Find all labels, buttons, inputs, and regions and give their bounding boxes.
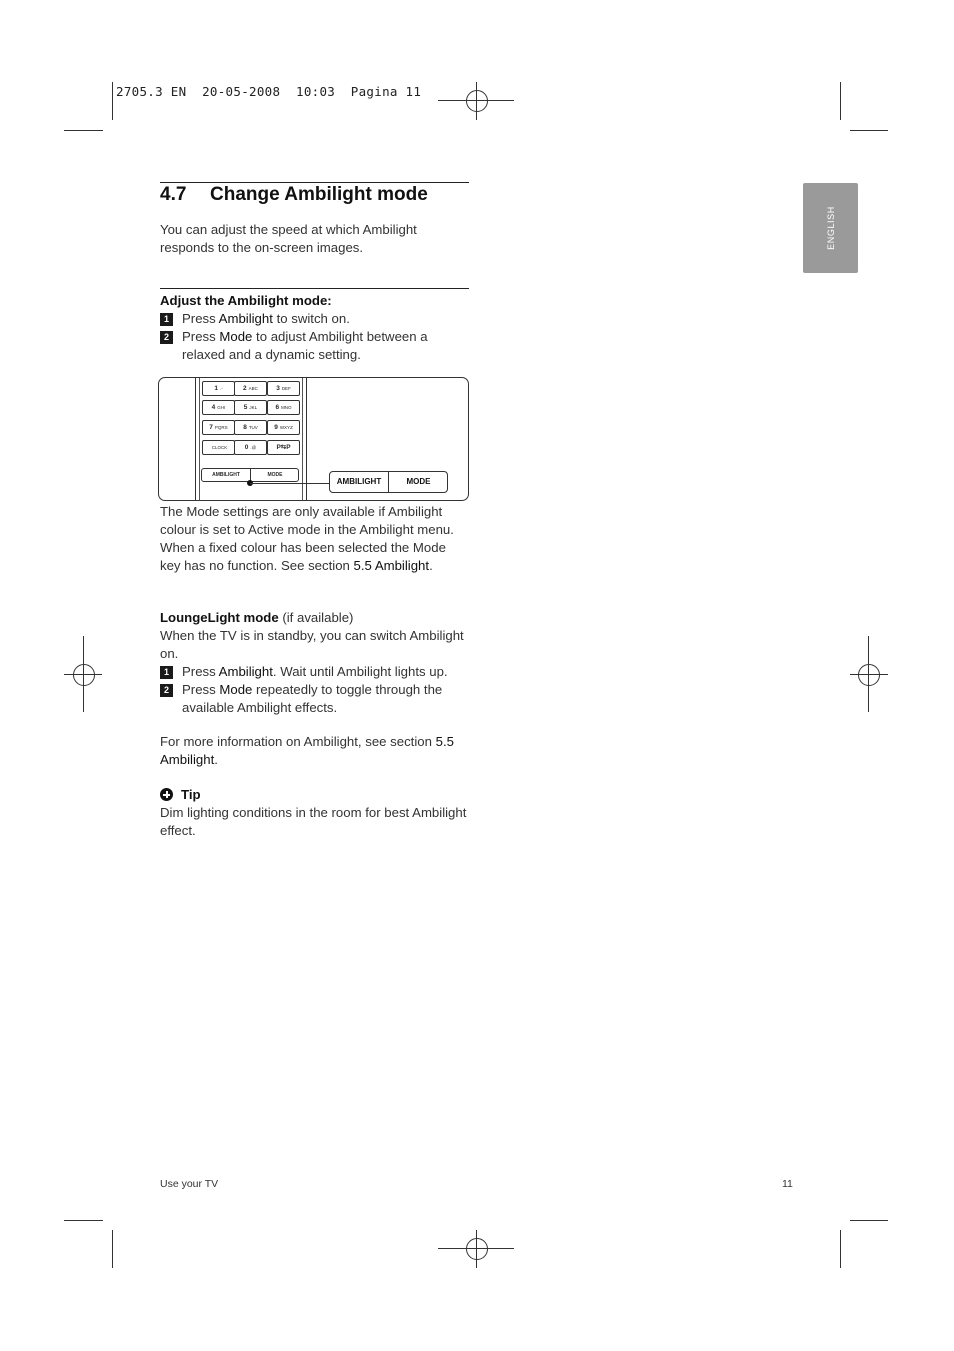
footer-chapter: Use your TV [160, 1178, 219, 1190]
remote-key-sublabel: CLOCK [211, 445, 228, 450]
registration-line [476, 1230, 477, 1268]
lounge-block [160, 609, 469, 717]
registration-line [868, 636, 869, 712]
remote-key [267, 400, 300, 415]
remote-key [267, 440, 300, 455]
more-info-block [160, 733, 469, 769]
crop-mark [64, 130, 103, 131]
step-number: 2 [160, 331, 173, 344]
remote-key-label: 1 [214, 385, 218, 392]
crop-mark [840, 1230, 841, 1268]
big-ambilight-key: AMBILIGHT [336, 477, 382, 486]
remote-key-sublabel: .- [219, 386, 223, 391]
print-slug: 2705.3 EN 20-05-2008 10:03 Pagina 11 [116, 84, 422, 99]
step-text: Press [182, 664, 219, 679]
tip-heading-text: Tip [181, 787, 201, 802]
step-text: to switch on. [272, 311, 350, 326]
registration-line [850, 674, 888, 675]
step-text: repeatedly to toggle through the available Ambilight effects. [182, 682, 443, 715]
section-title [160, 184, 428, 206]
tip-text: Dim lighting conditions in the room for best Ambilight effect. [160, 805, 467, 838]
adjust-step-2 [160, 328, 469, 364]
lounge-intro: When the TV is in standby, you can switch Ambilight on. [160, 628, 464, 661]
lounge-heading-note: (if available) [278, 610, 354, 625]
remote-key-label: 9 [274, 424, 278, 431]
remote-key-label: P⇆P [276, 444, 291, 451]
step-number: 2 [160, 684, 173, 697]
registration-line [476, 82, 477, 120]
remote-key [234, 420, 267, 435]
section-rule [160, 288, 469, 289]
crop-mark [112, 82, 113, 120]
remote-key-sublabel: DEF [281, 386, 291, 391]
remote-key [234, 381, 267, 396]
remote-illustration [158, 377, 469, 501]
key-name: Mode [219, 682, 253, 697]
big-mode-key: MODE [388, 472, 448, 492]
section-title-text: Change Ambilight mode [210, 184, 428, 205]
remote-key-sublabel: MNO [281, 405, 292, 410]
remote-key [234, 440, 267, 455]
remote-key-sublabel: TUV [248, 425, 258, 430]
remote-key-label: 6 [275, 404, 280, 411]
remote-key-sublabel: WXYZ [279, 425, 293, 430]
adjust-heading: Adjust the Ambilight mode: [160, 293, 332, 308]
more-info-end: . [214, 752, 218, 767]
remote-key [267, 381, 300, 396]
crop-mark [64, 1220, 103, 1221]
registration-mark [858, 664, 880, 686]
key-name: Mode [219, 329, 253, 344]
key-name: Ambilight [218, 311, 273, 326]
registration-mark [466, 90, 488, 112]
section-reference: 5.5 Ambilight [160, 734, 454, 767]
mode-note-block [160, 503, 469, 575]
step-text: . Wait until Ambilight lights up. [272, 664, 448, 679]
intro-block [160, 221, 469, 257]
remote-key-sublabel: .@ [250, 445, 257, 450]
more-info [160, 733, 469, 769]
step-number: 1 [160, 313, 173, 326]
tip-block [160, 786, 469, 840]
remote-key-label: 2 [243, 385, 247, 392]
crop-mark [850, 130, 888, 131]
lounge-step-2 [160, 681, 469, 717]
remote-key [202, 420, 235, 435]
small-ambilight-key: AMBILIGHT [212, 472, 240, 478]
tip-heading [160, 786, 469, 804]
intro-text: You can adjust the speed at which Ambilight responds to the on-screen images. [160, 222, 417, 255]
step-text: Press [182, 311, 219, 326]
mode-note [160, 503, 469, 575]
small-mode-key: MODE [250, 469, 299, 481]
registration-mark [73, 664, 95, 686]
page-number: 11 [782, 1178, 793, 1190]
remote-key-label: 7 [209, 424, 213, 431]
mode-note-end: . [429, 558, 433, 573]
more-info-text: For more information on Ambilight, see section [160, 734, 436, 749]
mode-note-text: The Mode settings are only available if Ambilight colour is set to Active mode in the Ambilight menu. When a fixed colour has been selected the Mode key has no function. See section [160, 504, 454, 573]
remote-key-sublabel: PQRS [214, 425, 228, 430]
remote-key [267, 420, 300, 435]
lounge-heading [160, 609, 469, 627]
remote-key [202, 400, 235, 415]
step-text: to adjust Ambilight between a relaxed and a dynamic setting. [182, 329, 428, 362]
remote-key [202, 381, 235, 396]
section-number: 4.7 [160, 184, 187, 205]
step-text: Press [182, 329, 220, 344]
lounge-step-1 [160, 663, 469, 681]
crop-mark [112, 1230, 113, 1268]
remote-key-label: 5 [243, 404, 248, 411]
remote-key [202, 440, 235, 455]
remote-key-label: 4 [211, 404, 216, 411]
language-tab [803, 183, 858, 273]
enlarged-keys [329, 471, 448, 493]
section-reference: 5.5 Ambilight [353, 558, 430, 573]
crop-mark [840, 82, 841, 120]
remote-key-sublabel: GHI [217, 405, 226, 410]
registration-mark [466, 1238, 488, 1260]
plus-circle-icon [160, 788, 173, 801]
remote-key [234, 400, 267, 415]
language-tab-label: ENGLISH [825, 206, 836, 250]
step-number: 1 [160, 666, 173, 679]
remote-key-sublabel: JKL [249, 405, 258, 410]
lounge-heading-text: LoungeLight mode [160, 610, 279, 625]
step-text: Press [182, 682, 220, 697]
remote-key-label: 8 [243, 424, 247, 431]
callout-line [250, 483, 330, 484]
remote-key-label: 3 [276, 385, 280, 392]
crop-mark [850, 1220, 888, 1221]
remote-key-sublabel: ABC [248, 386, 258, 391]
key-name: Ambilight [218, 664, 273, 679]
registration-line [83, 636, 84, 712]
adjust-block [160, 292, 469, 364]
remote-key-label: 0 [244, 444, 249, 451]
title-rule [160, 182, 469, 183]
adjust-step-1 [160, 310, 469, 328]
